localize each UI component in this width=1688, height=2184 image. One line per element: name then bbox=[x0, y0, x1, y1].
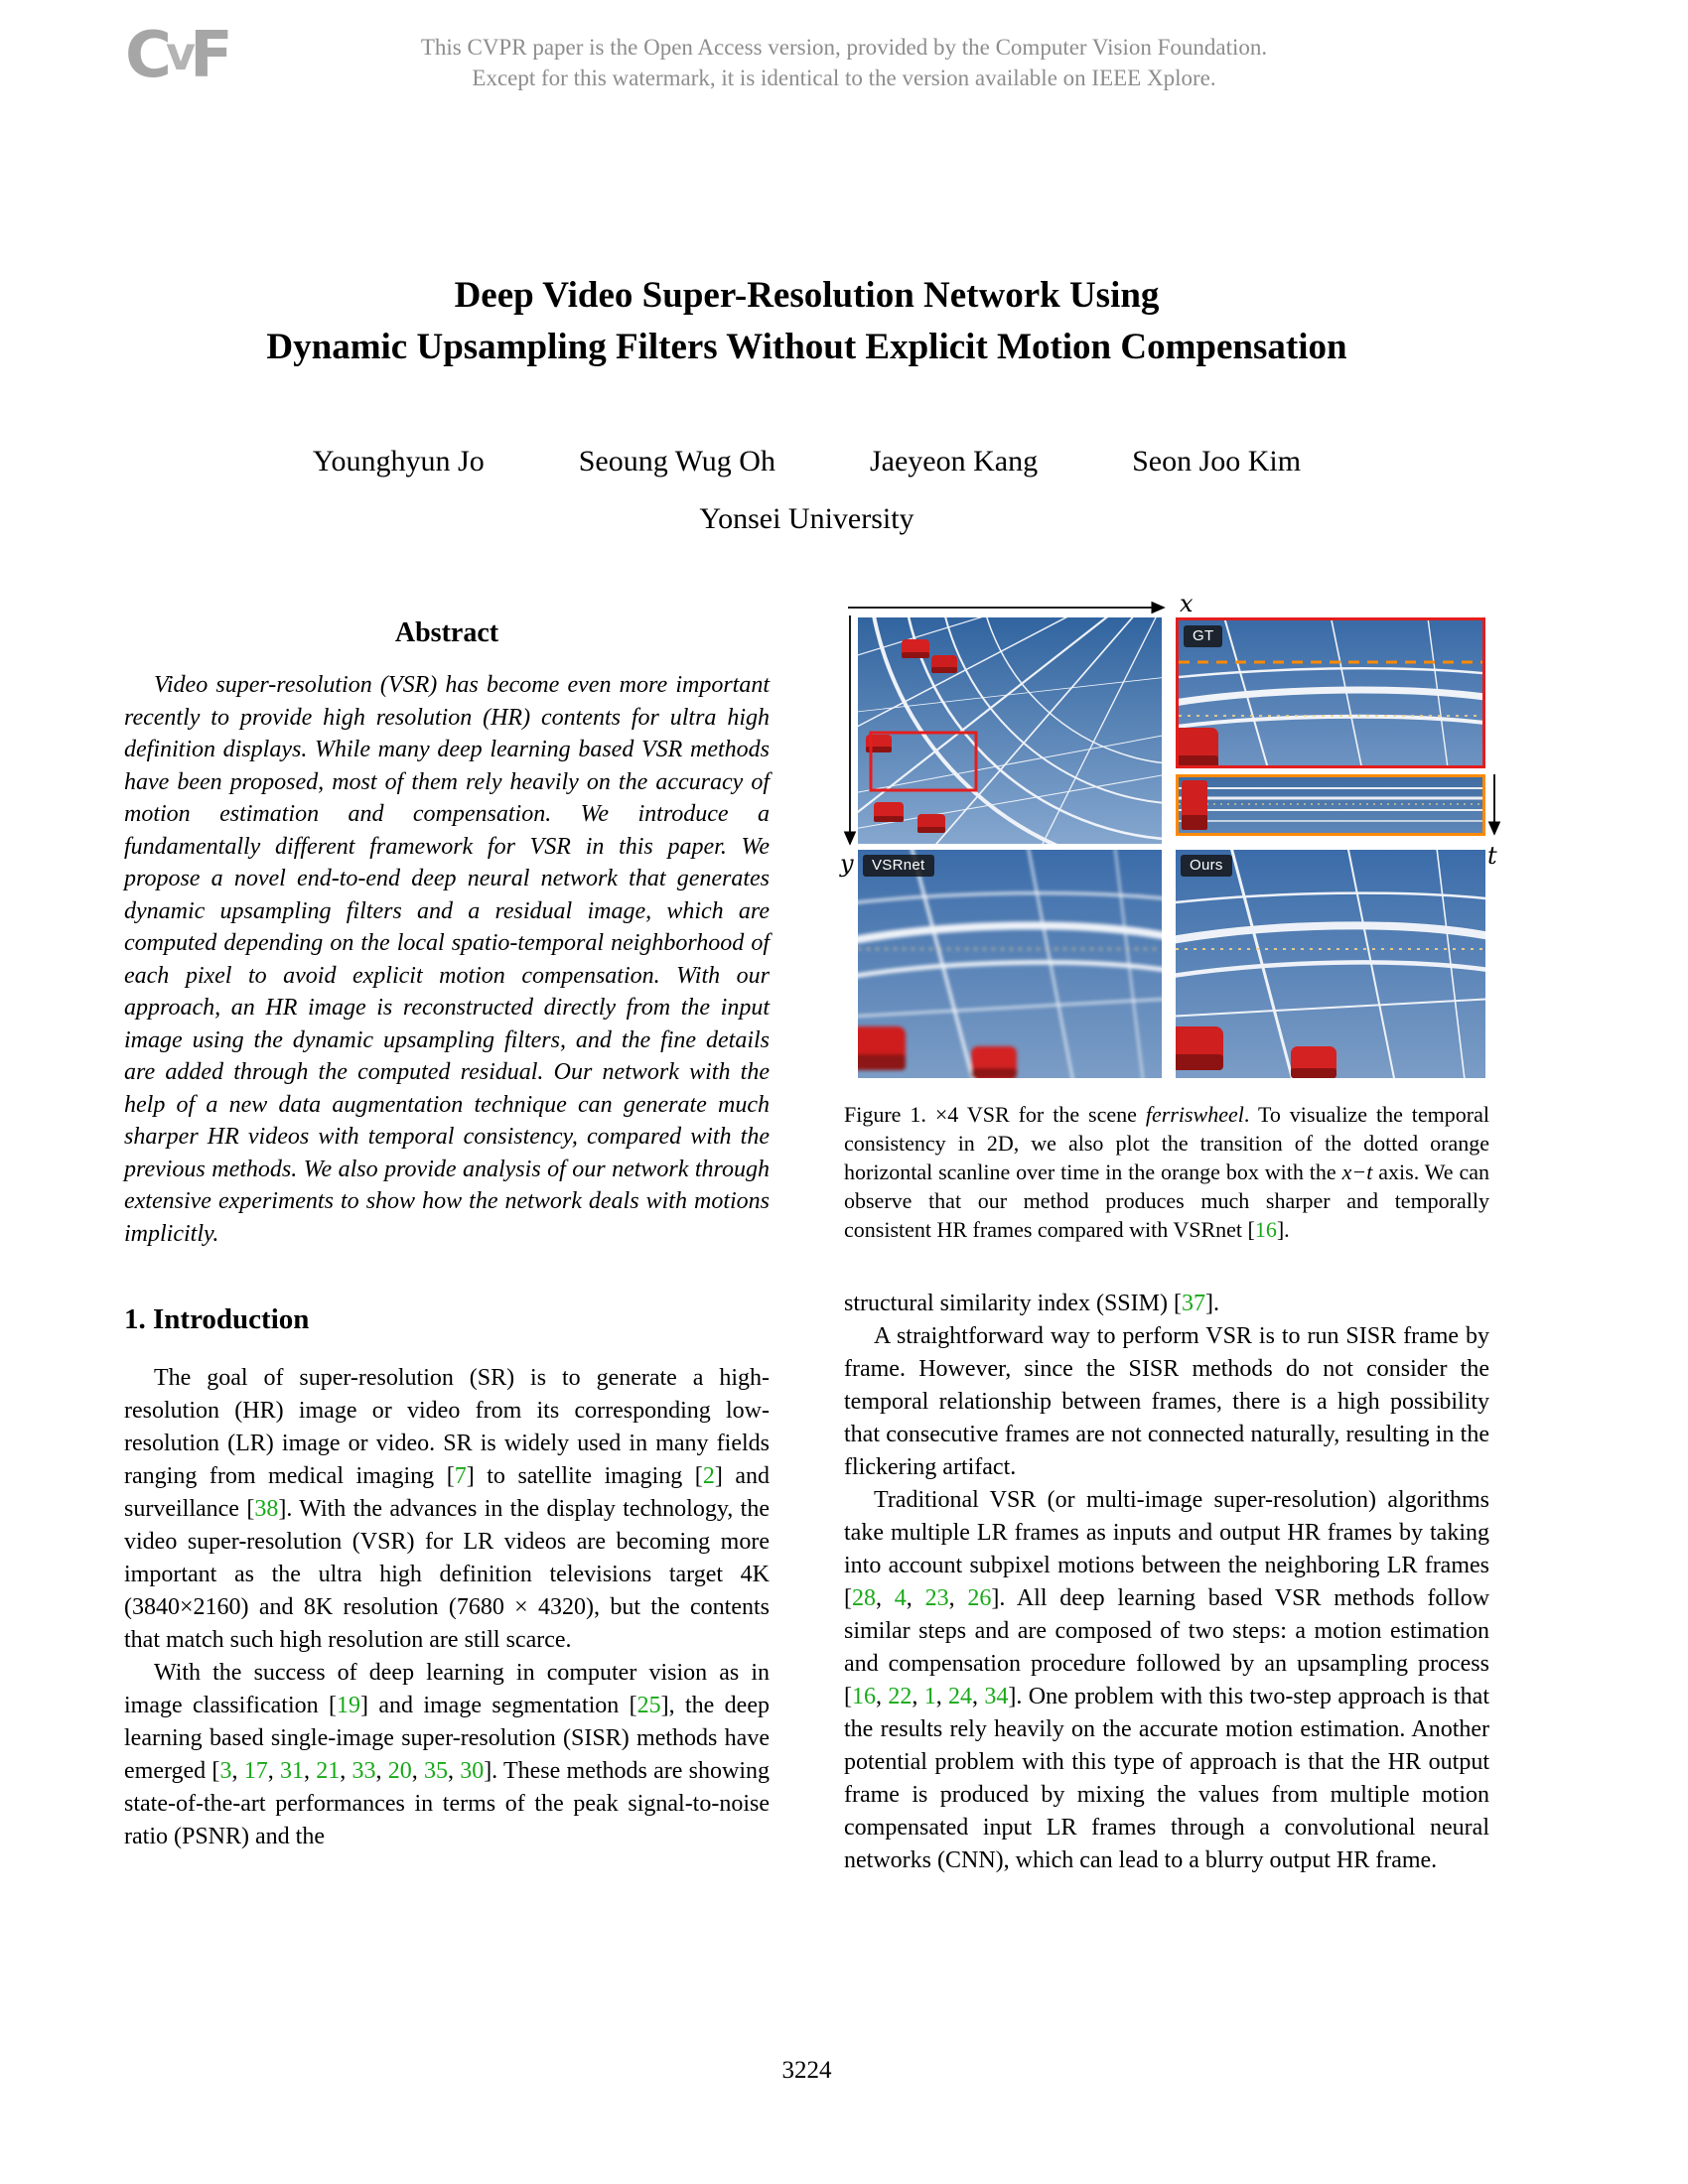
citation-ref[interactable]: 30 bbox=[460, 1758, 485, 1784]
paper-title-line-2: Dynamic Upsampling Filters Without Explicit Motion Compensation bbox=[266, 327, 1347, 367]
citation-ref[interactable]: 21 bbox=[316, 1758, 341, 1784]
author-name: Younghyun Jo bbox=[312, 445, 485, 478]
citation-ref[interactable]: 7 bbox=[454, 1463, 467, 1489]
y-axis-arrow bbox=[844, 615, 856, 854]
abstract-heading: Abstract bbox=[394, 617, 499, 648]
author-name: Seon Joo Kim bbox=[1132, 445, 1302, 478]
affiliation: Yonsei University bbox=[699, 502, 914, 535]
section-heading-introduction: 1. Introduction bbox=[124, 1303, 310, 1335]
citation-ref[interactable]: 3 bbox=[219, 1758, 232, 1784]
citation-ref[interactable]: 38 bbox=[254, 1496, 279, 1522]
citation-ref[interactable]: 16 bbox=[852, 1684, 876, 1709]
citation-ref[interactable]: 24 bbox=[948, 1684, 973, 1709]
figure-1-caption: Figure 1. ×4 VSR for the scene ferriswheel. To visualize the temporal consistency in 2D, we also plot the transition of the dotted orange horizontal scanline over time in the orange box with the x−t axis. We can observe that our method produces much sharper and temporally consistent HR frames compared with VSRnet [16]. bbox=[844, 1102, 1489, 1242]
y-axis-label: y bbox=[840, 850, 854, 878]
paper-title-line-1: Deep Video Super-Resolution Network Using bbox=[454, 275, 1160, 316]
citation-ref[interactable]: 4 bbox=[894, 1585, 907, 1611]
body-paragraph-traditional-vsr: Traditional VSR (or multi-image super-resolution) algorithms take multiple LR frames as inputs and output HR frames by taking into account subpixel motions between the neighboring LR frames [28, 4, 23, 26]. All deep learning based VSR methods follow similar steps and are composed of two steps: a motion estimation and compensation procedure followed by an upsampling process [16, 22, 1, 24, 34]. One problem with this two-step approach is that the results rely heavily on the accurate motion estimation. Another potential problem with this type of approach is that the HR output frame is produced by mixing the values from multiple motion compensated input LR frames through a convolutional neural networks (CNN), which can lead to a blurry output HR frame. bbox=[844, 1487, 1490, 1873]
citation-ref[interactable]: 23 bbox=[924, 1585, 949, 1611]
intro-paragraph-1: The goal of super-resolution (SR) is to generate a high-resolution (HR) image or video from its corresponding low-resolution (LR) image or video. SR is widely used in many fields ranging from medical imaging [7] to satellite imaging [2] and surveillance [38]. With the advances in the display technology, the video super-resolution (VSR) for LR videos are becoming more important as the ultra high definition televisions target 4K (3840×2160) and 8K resolution (7680 × 4320), but the contents that match such high resolution are still scarce. bbox=[124, 1365, 770, 1653]
page-number: 3224 bbox=[781, 2057, 832, 2084]
abstract-text: Video super-resolution (VSR) has become even more important recently to provide high resolution (HR) contents for ultra high definition displays. While many deep learning based VSR methods have been proposed, most of them rely heavily on the accuracy of motion estimation and compensation. We introduce a fundamentally different framework for VSR in this paper. We propose a novel end-to-end deep neural network that generates dynamic upsampling filters and a residual image, which are computed depending on the local spatio-temporal neighborhood of each pixel to avoid explicit motion compensation. With our approach, an HR image is reconstructed directly from the input image using the dynamic upsampling filters, and the fine details are added through the computed residual. Our network with the help of a new data augmentation technique can generate much sharper HR videos with temporal consistency, compared with the previous methods. We also provide analysis of our network through extensive experiments to show how the network deals with motions implicitly. bbox=[124, 672, 770, 1247]
cvf-logo-letter: F bbox=[189, 19, 230, 92]
citation-ref[interactable]: 37 bbox=[1181, 1291, 1205, 1316]
figure-label-ours: Ours bbox=[1181, 855, 1232, 877]
figure-image-ours bbox=[1176, 850, 1485, 1078]
author-name: Seoung Wug Oh bbox=[578, 445, 775, 478]
cvf-logo-letter: C bbox=[125, 19, 169, 92]
t-axis-arrow bbox=[1489, 774, 1501, 844]
figure-image-gt bbox=[1176, 617, 1485, 768]
citation-ref[interactable]: 34 bbox=[984, 1684, 1009, 1709]
cvf-logo-letter: v bbox=[165, 27, 193, 80]
x-axis-label: x bbox=[1180, 590, 1194, 617]
watermark-line-1: This CVPR paper is the Open Access version, provided by the Computer Vision Foundation. bbox=[420, 35, 1268, 60]
citation-ref[interactable]: 2 bbox=[702, 1463, 715, 1489]
left-column bbox=[124, 594, 770, 1877]
figure-image-full-frame bbox=[858, 617, 1162, 844]
figure-label-vsrnet: VSRnet bbox=[863, 855, 934, 877]
citation-ref[interactable]: 26 bbox=[967, 1585, 992, 1611]
citation-ref[interactable]: 35 bbox=[423, 1758, 448, 1784]
citation-ref[interactable]: 17 bbox=[243, 1758, 268, 1784]
t-axis-label: t bbox=[1487, 842, 1497, 870]
watermark-line-2: Except for this watermark, it is identical to the version available on IEEE Xplore. bbox=[472, 66, 1216, 90]
author-name: Jaeyeon Kang bbox=[869, 445, 1039, 478]
authors-row bbox=[124, 445, 1489, 478]
paper-title bbox=[124, 270, 1489, 373]
citation-ref[interactable]: 33 bbox=[352, 1758, 376, 1784]
figure-image-temporal-strip bbox=[1176, 774, 1485, 836]
citation-ref[interactable]: 1 bbox=[923, 1684, 936, 1709]
citation-ref[interactable]: 22 bbox=[888, 1684, 913, 1709]
body-paragraph-sisr-framewise: A straightforward way to perform VSR is to run SISR frame by frame. However, since the SISR methods do not consider the temporal relationship between frames, there is a high possibility that consecutive frames are not connected naturally, resulting in the flickering artifact. bbox=[844, 1323, 1489, 1480]
citation-ref[interactable]: 31 bbox=[279, 1758, 304, 1784]
citation-ref[interactable]: 19 bbox=[336, 1693, 360, 1718]
citation-ref[interactable]: 20 bbox=[387, 1758, 412, 1784]
x-axis-arrow bbox=[846, 602, 1174, 614]
right-column bbox=[840, 590, 1497, 1877]
figure-image-vsrnet bbox=[858, 850, 1162, 1078]
body-paragraph-ssim: structural similarity index (SSIM) [37]. bbox=[844, 1291, 1219, 1316]
citation-ref[interactable]: 16 bbox=[1254, 1217, 1277, 1242]
figure-1 bbox=[840, 590, 1497, 1082]
intro-paragraph-2: With the success of deep learning in computer vision as in image classification [19] and image segmentation [25], the deep learning based single-image super-resolution (SISR) methods have emerged [3, 17, 31, 21, 33, 20, 35, 30]. These methods are showing state-of-the-art performances in terms of the peak signal-to-noise ratio (PSNR) and the bbox=[124, 1660, 771, 1849]
citation-ref[interactable]: 25 bbox=[636, 1693, 661, 1718]
citation-ref[interactable]: 28 bbox=[852, 1585, 876, 1611]
open-access-watermark bbox=[0, 32, 1688, 93]
figure-label-gt: GT bbox=[1184, 625, 1222, 647]
two-column-body bbox=[124, 590, 1497, 1877]
